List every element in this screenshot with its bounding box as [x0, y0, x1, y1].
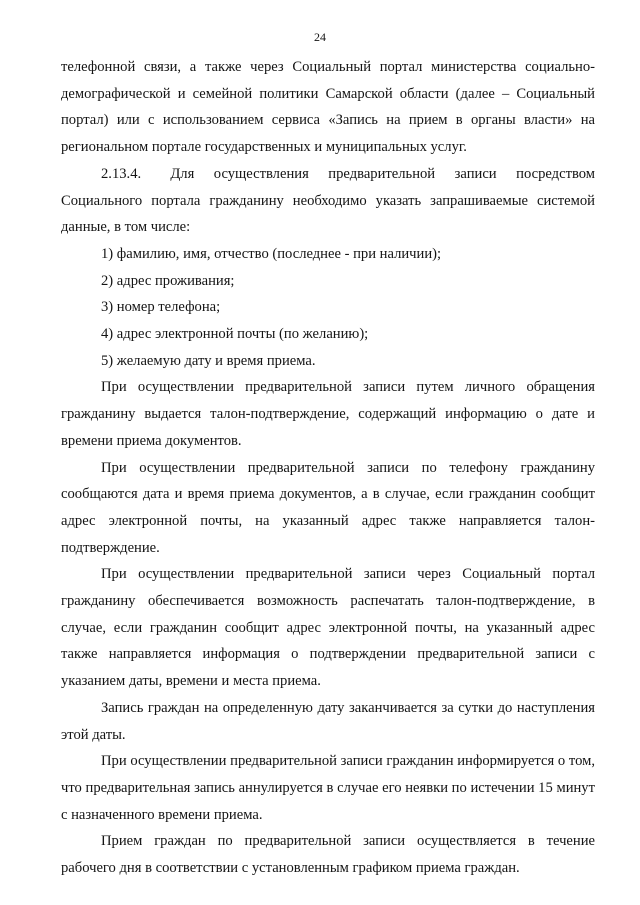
paragraph-personal-visit: При осуществлении предварительной записи путем личного обращения гражданину выдается талон-подтверждение, содержащий информацию о дате и времени приема документов.: [61, 379, 595, 449]
paragraph-working-day: Прием граждан по предварительной записи осуществляется в течение рабочего дня в соответствии с установленным графиком приема граждан.: [61, 833, 595, 877]
paragraph-cancellation: При осуществлении предварительной записи гражданин информируется о том, что предварительная запись аннулируется в случае его неявки по истечении 15 минут с назначенного времени приема.: [61, 753, 595, 823]
list-item-1: 1) фамилию, имя, отчество (последнее - при наличии);: [101, 245, 442, 262]
paragraph-deadline: Запись граждан на определенную дату заканчивается за сутки до наступления этой даты.: [61, 699, 595, 743]
paragraph-2-13-4: [61, 161, 595, 241]
page-number: 24: [314, 30, 326, 44]
list-item-4: 4) адрес электронной почты (по желанию);: [101, 326, 369, 343]
paragraph-continuation: телефонной связи, а также через Социальный портал министерства социально-демографической и семейной политики Самарской области (далее – Социальный портал) или с использованием сервиса «Запись на прием в органы власти» на региональном портале государственных и муниципальных услуг.: [61, 59, 595, 156]
section-number: 2.13.4.: [101, 165, 142, 182]
paragraph-social-portal: При осуществлении предварительной записи через Социальный портал гражданину обеспечивается возможность распечатать талон-подтверждение, в случае, если гражданин сообщит адрес электронной почты, на указанный адрес также направляется информация о подтверждении предварительной записи с указанием даты, времени и места приема.: [61, 566, 595, 690]
paragraph-phone: При осуществлении предварительной записи по телефону гражданину сообщаются дата и время приема документов, а в случае, если гражданин сообщит адрес электронной почты, на указанный адрес также направляется талон-подтверждение.: [61, 459, 595, 556]
section-text: Для осуществления предварительной записи посредством Социального портала гражданину необходимо указать запрашиваемые системой данные, в том числе:: [61, 165, 595, 236]
list-item-2: 2) адрес проживания;: [101, 272, 235, 289]
list-item-3: 3) номер телефона;: [101, 299, 221, 316]
list-item-5: 5) желаемую дату и время приема.: [101, 352, 316, 369]
document-body: [61, 54, 595, 882]
